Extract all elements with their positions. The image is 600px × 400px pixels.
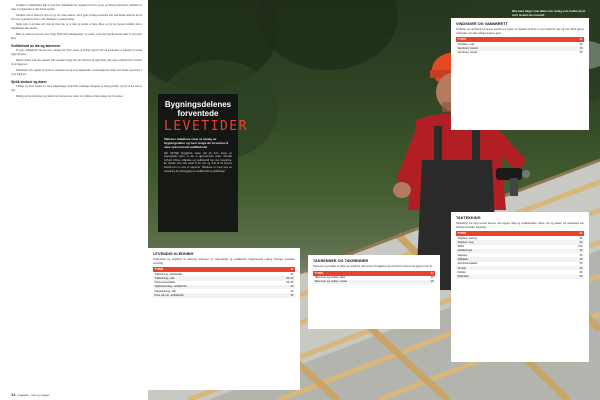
table-cell: Vannbrett, treverk <box>456 46 558 50</box>
table-cell: 40 <box>553 266 584 270</box>
table-header-years: År <box>263 267 295 272</box>
table-cell: 30 <box>417 276 435 280</box>
box-heading: TAKRENNER OG TAKRENNER <box>313 259 369 263</box>
table-cell: 30 <box>553 249 584 253</box>
table-cell: Vindskier, malt <box>456 42 558 46</box>
table-cell: Kobber <box>456 270 553 274</box>
table-cell: Puss på mur, vedlikehold <box>153 293 263 297</box>
taktekking-box <box>451 212 589 362</box>
body-paragraph: avdekke at vedlikeholdet ikke er godt nok. Takrennene bør rengjøres hvert år, og rør og beslag kontrolleres. Tettheten av taket er avgjørende for hele husets levetid. <box>11 4 142 12</box>
body-paragraph: Takflater som er utsatt for mye sol og vær slites raskere. Ved å gjøre jevnlige kontroller kan små skader utbedres før de blir store og kostbare. Det er ofte rimeligere å reparere tidlig. <box>11 13 142 21</box>
lifetime-table <box>456 231 584 279</box>
table-cell: Teglstein, betong <box>456 236 553 240</box>
box-heading: VINDSKIER OG VANNBRETT <box>456 22 508 26</box>
box-text: Takrenner og nedløp av plast og metall har ulik levetid. Rengjøring og kontroll av festene bør gjøres hvert år. <box>313 265 433 269</box>
table-row <box>456 275 584 279</box>
left-text-column <box>0 0 148 400</box>
table-cell: Takrenner og nedløp, plast <box>313 276 417 280</box>
table-cell: 60 <box>553 240 584 244</box>
page-number: 34 <box>11 392 16 397</box>
body-paragraph: Maling og beis på karmer og rammer bør fornyes etter behov for å hindre at fukt trenger inn i treverket. <box>16 94 124 98</box>
table-cell: 50 <box>553 262 584 266</box>
table-cell: Sinkplater <box>456 275 553 279</box>
table-cell: Platekledning, stål <box>153 289 263 293</box>
feature-lead: Tallene i tabellene viser et utvalg av bygningsdeler og hvor lenge de forventes å vare ved normalt vedlikehold. <box>164 137 229 150</box>
body-paragraph: Fuktskader som oppstår på grunn av lekkasjer kan gi store følgeskader i konstruksjonen under. Det lønner seg derfor å være tidlig ute. <box>11 68 142 76</box>
table-header-years: År <box>558 37 584 42</box>
table-cell: Stålplater <box>456 257 553 261</box>
utvendig-kledning-box <box>148 248 300 390</box>
table-cell: 50 <box>553 275 584 279</box>
body-paragraph: Sjekk også at det ikke står vann på flate tak, og at sluk og nedløp er åpne. Mose og lav bør fjernes forsiktig slik at taktekkingen ikke skades. <box>11 23 142 31</box>
table-cell: Teglstein, tegl <box>456 240 553 244</box>
table-cell: Teglforblending, vedlikehold <box>153 285 263 289</box>
table-cell: 25 <box>558 51 584 55</box>
box-text: Tidspunktet for utskifting av kledning avhenger av materialvalg og vedlikehold. Regelmessig maling forlenger levetiden vesentlig. <box>153 258 295 265</box>
table-header-years: År <box>553 231 584 236</box>
table-cell: 25 <box>553 253 584 257</box>
photo-caption: Ikke bare følger man taket som vanlig som holder på et stort levetid uten levetid. <box>512 9 586 17</box>
table-cell: 60 <box>263 285 295 289</box>
table-cell: Aluminiumsplater <box>456 262 553 266</box>
table-header-type: TYPER <box>313 271 417 276</box>
body-paragraph: Husk at arbeid på tak kan være farlig. Bruk alltid sikringsutstyr, og vurder å leie inn fagfolk dersom taket er bratt eller høyt. <box>11 33 142 41</box>
table-header-years: År <box>417 271 435 276</box>
table-cell: 40 <box>553 257 584 261</box>
vindskier-box <box>451 18 589 130</box>
table-cell: Torvtak <box>456 266 553 270</box>
folio-text: magasin · tak og vegger <box>17 393 50 397</box>
body-paragraph: Mindre skader som løse takstein eller sprukne beslag kan ofte utbedres på egen hånd, men større arbeider bør overlates til en fagperson. <box>11 58 142 67</box>
table-cell: Asfaltshingel <box>456 249 553 253</box>
body-paragraph: Vinduer og dører utsettes for store påkjenninger. Kontroller pakninger, hengsler og beslag jevnlig, og bytt ut det som er slitt. <box>11 84 142 92</box>
table-cell: Trekledning, malt <box>153 276 263 280</box>
table-row <box>456 51 584 55</box>
lifetime-table <box>153 267 295 297</box>
feature-intro-text: Når SINTEF Byggforsk setter tall på hvor lenge en bygningsdel varer, er det et gjennomsnitt under normale forhold. Klima, utførelse og vedlikehold har stor betydning. En fasade som står utsatt til for vær og vind vil ha kortere levetid enn en som er skjermet. Tabellene er ment som en veiledning for planlegging av vedlikehold og utskiftinger. <box>164 151 232 173</box>
section-heading: Sjekk vinduer og dører <box>11 79 47 84</box>
table-header-type: TYPER <box>153 267 263 272</box>
feature-title-line: Bygningsdelenes <box>164 100 232 109</box>
table-cell: 50 <box>263 272 295 276</box>
box-text: Vindskier og vannbrett har lavere levetid enn resten av fasaden fordi de er mer utsatt for vær og vind. Bruk gjerne materialer som tåler påkjenningene godt. <box>456 28 584 35</box>
table-cell: 30–50 <box>263 281 295 285</box>
box-text: Taktekking har lang levetid dersom den legges riktig og vedlikeholdes. Mose, lav og skader på underlaget kan forkorte levetiden betydelig. <box>456 222 584 229</box>
feature-title-accent: LEVETIDER <box>164 119 248 134</box>
box-heading: TAKTEKKING <box>456 216 481 220</box>
page-folio <box>11 392 50 397</box>
table-cell: Trekledning, ubehandlet <box>153 272 263 276</box>
table-cell: 80 <box>553 270 584 274</box>
table-cell: Skifer <box>456 245 553 249</box>
table-header-type: TYPER <box>456 37 558 42</box>
table-row <box>313 280 435 284</box>
table-cell: Vannbrett, metall <box>456 51 558 55</box>
table-row <box>153 293 295 297</box>
table-cell: 40 <box>263 289 295 293</box>
table-cell: 15 <box>558 46 584 50</box>
lifetime-table <box>456 37 584 54</box>
table-cell: Takpapp <box>456 253 553 257</box>
box-heading: UTVENDIG KLEDNING <box>153 252 194 256</box>
table-cell: 40 <box>263 293 295 297</box>
feature-title-box <box>158 94 248 232</box>
table-cell: 30 <box>558 42 584 46</box>
table-cell: 100 <box>553 245 584 249</box>
table-header-type: TYPER <box>456 231 553 236</box>
lifetime-table <box>313 271 435 284</box>
feature-title-line: forventede <box>177 109 219 118</box>
table-cell: 25 <box>417 280 435 284</box>
takrenner-box <box>308 255 440 329</box>
table-cell: Fibersementplater <box>153 281 263 285</box>
body-paragraph: Et godt vedlikeholdt tak kan vare i mange tiår. Etter storm og kraftig regnvær bør du kontrollere at takstein og beslag ligger på plass. <box>11 49 142 57</box>
table-cell: 40–60 <box>263 276 295 280</box>
table-cell: Takrenner og nedløp, metall <box>313 280 417 284</box>
section-heading: Vedlikehold av tak og takrenner <box>11 44 61 49</box>
table-cell: 50 <box>553 236 584 240</box>
